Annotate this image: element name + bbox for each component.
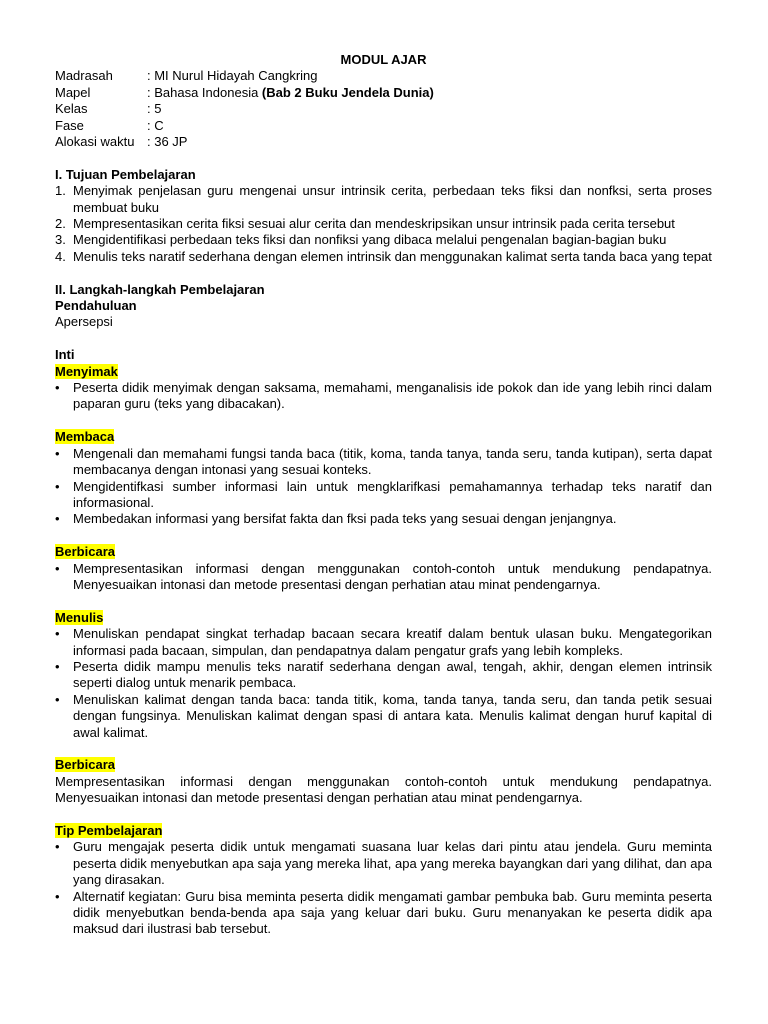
info-block bbox=[55, 68, 712, 150]
document-title: MODUL AJAR bbox=[340, 52, 427, 67]
tip-heading: Tip Pembelajaran bbox=[55, 822, 163, 838]
list-item: • Guru mengajak peserta didik untuk mengamati suasana luar kelas dari pintu atau jendela. Guru meminta peserta didik menyebutkan apa saja yang mereka lihat, apa yang mereka bayangkan dari yang dilihat, dan apa yang dirasakan. bbox=[55, 839, 712, 888]
tujuan-list bbox=[55, 183, 712, 265]
menulis-heading: Menulis bbox=[55, 609, 104, 625]
list-item: • Mengenali dan memahami fungsi tanda baca (titik, koma, tanda tanya, tanda seru, tanda kutipan), serta dapat membacanya dengan intonasi yang sesuai konteks. bbox=[55, 445, 712, 478]
list-item: • Peserta didik mampu menulis teks naratif sederhana dengan awal, tengah, akhir, dengan elemen intrinsik seperti dialog untuk menarik pembaca. bbox=[55, 658, 712, 691]
info-value: : 5 bbox=[147, 101, 162, 117]
info-row-kelas bbox=[55, 101, 712, 117]
menyimak-heading: Menyimak bbox=[55, 363, 118, 379]
tujuan-heading: I. Tujuan Pembelajaran bbox=[55, 166, 196, 182]
list-item: 3. Mengidentifikasi perbedaan teks fiksi dan nonfiksi yang dibaca melalui pengenalan bagian-bagian buku bbox=[55, 232, 667, 248]
document-page bbox=[55, 52, 712, 938]
berbicara-heading: Berbicara bbox=[55, 544, 115, 560]
info-label: Madrasah bbox=[55, 68, 113, 84]
list-item: • Peserta didik menyimak dengan saksama, memahami, menganalisis ide pokok dan ide yang lebih rinci dalam paparan guru (teks yang dibacakan). bbox=[55, 380, 712, 412]
berbicara-list bbox=[55, 561, 712, 594]
list-item: 1. Menyimak penjelasan guru mengenai unsur intrinsik cerita, perbedaan teks fiksi dan nonfksi, serta proses membuat buku bbox=[55, 183, 712, 215]
info-value-bold: (Bab 2 Buku Jendela Dunia) bbox=[261, 84, 434, 100]
menyimak-list bbox=[55, 380, 712, 413]
info-value: : Bahasa Indonesia (Bab 2 Buku Jendela Dunia) bbox=[147, 84, 434, 100]
apersepsi-text: Apersepsi bbox=[55, 314, 113, 330]
list-item: • Mengidentifkasi sumber informasi lain untuk mengklarifkasi pemahamannya terhadap teks naratif dan informasional. bbox=[55, 478, 712, 510]
pendahuluan-heading: Pendahuluan bbox=[55, 298, 137, 314]
info-value: : 36 JP bbox=[147, 134, 188, 150]
membaca-list bbox=[55, 446, 712, 528]
info-row-mapel bbox=[55, 85, 712, 101]
list-item: • Mempresentasikan informasi dengan menggunakan contoh-contoh untuk mendukung pendapatnya. Menyesuaikan intonasi dan metode presentasi dengan perhatian atau minat pendengarnya. bbox=[55, 560, 712, 592]
berbicara-2-heading: Berbicara bbox=[55, 757, 115, 773]
info-label: Alokasi waktu bbox=[55, 134, 135, 150]
membaca-heading: Membaca bbox=[55, 429, 115, 445]
list-item: 4. Menulis teks naratif sederhana dengan elemen intrinsik dan menggunakan kalimat serta tanda baca yang tepat bbox=[55, 248, 712, 264]
langkah-heading: II. Langkah-langkah Pembelajaran bbox=[55, 281, 265, 297]
berbicara-2-text: Mempresentasikan informasi dengan menggunakan contoh-contoh untuk mendukung pendapatnya. Menyesuaikan intonasi dan metode presentasi dengan perhatian atau minat pendengarnya. bbox=[55, 773, 712, 806]
info-row-alokasi bbox=[55, 134, 712, 150]
info-row-fase bbox=[55, 118, 712, 134]
list-item: • Menuliskan kalimat dengan tanda baca: tanda titik, koma, tanda tanya, tanda seru, dan tanda petik sesuai dengan fungsinya. Menuliskan kalimat dengan spasi di antara kata. Menulis kalimat dengan huruf kapital di awal kalimat. bbox=[55, 691, 712, 740]
info-label: Kelas bbox=[55, 101, 88, 117]
info-row-madrasah bbox=[55, 68, 712, 84]
info-value: : C bbox=[147, 117, 164, 133]
info-label: Mapel bbox=[55, 84, 91, 100]
list-item: • Menuliskan pendapat singkat terhadap bacaan secara kreatif dalam bentuk ulasan buku. Mengategorikan informasi pada bacaan, simpulan, dan pendapatnya dalam pengatur grafs yang lebih kompleks. bbox=[55, 626, 712, 658]
tip-list bbox=[55, 839, 712, 937]
list-item: • Alternatif kegiatan: Guru bisa meminta peserta didik mengamati gambar pembuka bab. Guru meminta peserta didik menyebutkan benda-benda apa saja yang keluar dari buku. Guru menanyakan ke peserta didik apa maksud dari ilustrasi bab tersebut. bbox=[55, 888, 712, 937]
list-item: 2. Mempresentasikan cerita fiksi sesuai alur cerita dan mendeskripsikan unsur intrinsik pada cerita tersebut bbox=[55, 216, 675, 232]
info-label: Fase bbox=[55, 117, 84, 133]
info-value: : MI Nurul Hidayah Cangkring bbox=[147, 68, 318, 84]
inti-heading: Inti bbox=[55, 347, 75, 363]
list-item: • Membedakan informasi yang bersifat fakta dan fksi pada teks yang sesuai dengan jenjangnya. bbox=[55, 511, 617, 527]
menulis-list bbox=[55, 626, 712, 741]
